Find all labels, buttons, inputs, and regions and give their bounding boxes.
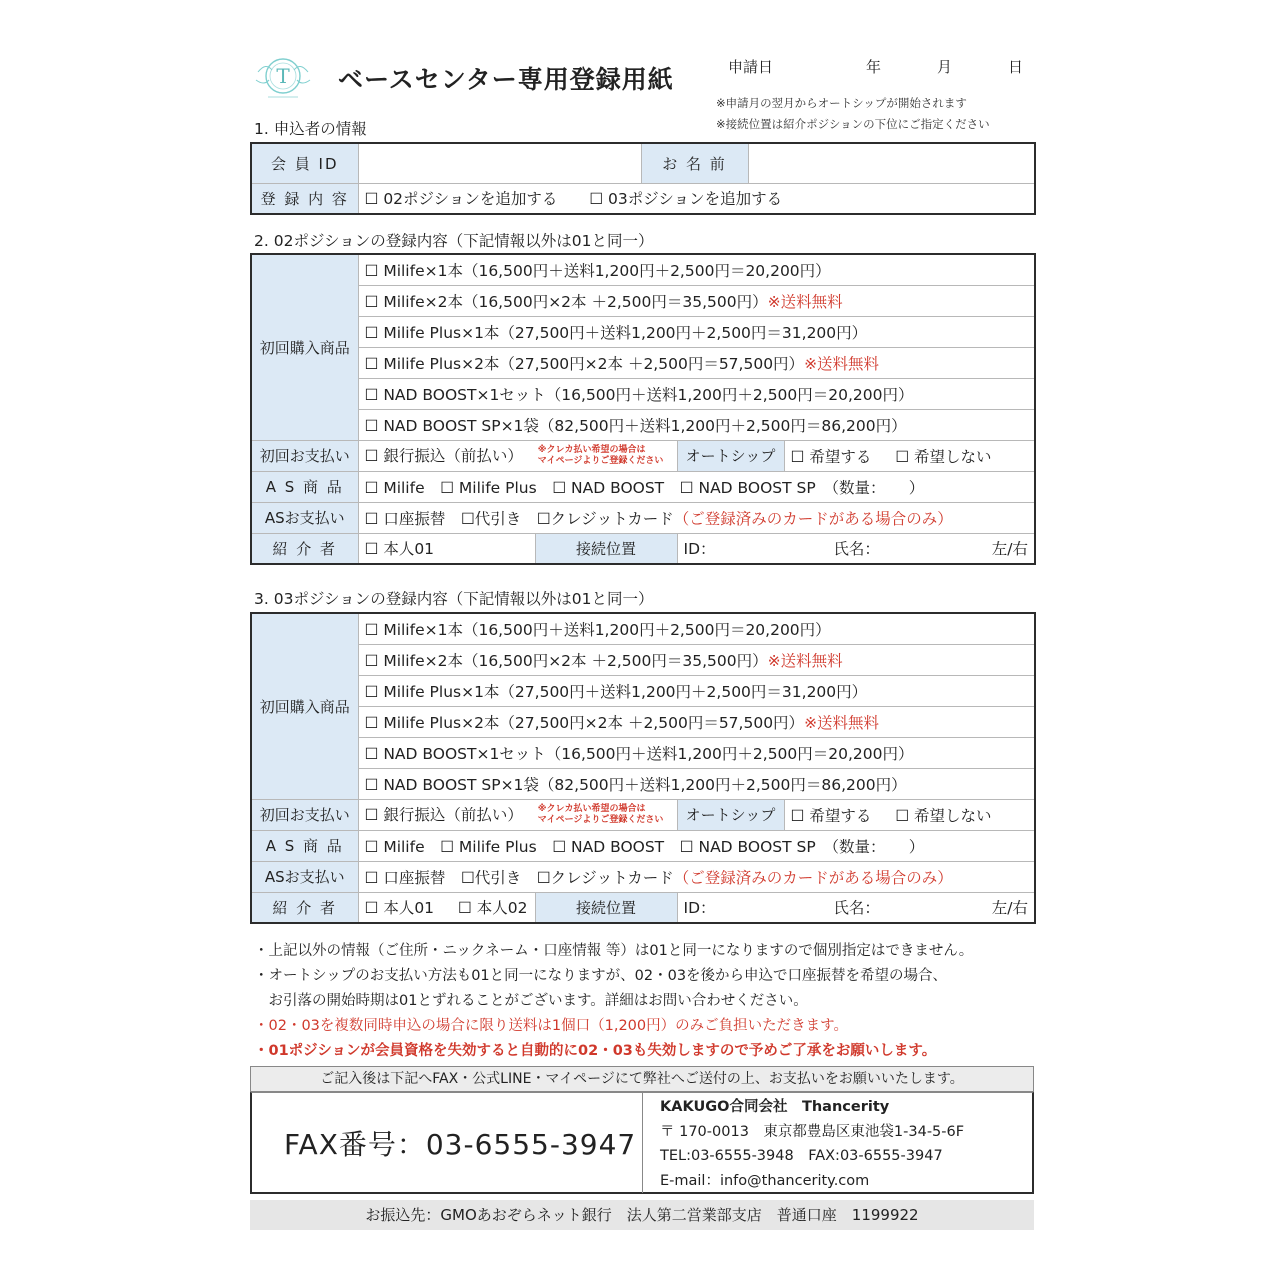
product-option[interactable]: ☐ Milife Plus×2本（27,500円×2本 ＋2,500円＝57,500円）※送料無料: [358, 706, 1035, 737]
product-option[interactable]: ☐ NAD BOOST SP×1袋（82,500円＋送料1,200円＋2,500円＝86,200円）: [358, 768, 1035, 799]
member-id-label: 会 員 ID: [251, 143, 358, 183]
company-logo: [252, 52, 314, 104]
card-registered-note: （ご登録済みのカードがある場合のみ）: [673, 509, 953, 528]
referrer-self01-checkbox[interactable]: ☐ 本人01: [364, 899, 435, 918]
date-day-label: 日: [1008, 58, 1024, 76]
first-payment-label: 初回お支払い: [251, 440, 358, 471]
note-line: お引落の開始時期は01とずれることがございます。詳細はお問い合わせください。: [254, 993, 808, 1009]
section2-heading: 2. 02ポジションの登録内容（下記情報以外は01と同一）: [254, 232, 654, 250]
initial-products-label: 初回購入商品: [251, 254, 358, 440]
applicant-info-table: [250, 142, 1036, 215]
connect-position-field[interactable]: [677, 533, 1035, 564]
product-option[interactable]: ☐ Milife Plus×2本（27,500円×2本 ＋2,500円＝57,500円）※送料無料: [358, 347, 1035, 378]
autoship-label: オートシップ: [677, 440, 784, 471]
section3-heading: 3. 03ポジションの登録内容（下記情報以外は01と同一）: [254, 590, 654, 608]
left-right-label: 左/右: [991, 899, 1028, 918]
as-products-options[interactable]: ☐ Milife ☐ Milife Plus ☐ NAD BOOST ☐ NAD BOOST SP （数量： ）: [358, 830, 1035, 861]
contact-box: [250, 1092, 1034, 1194]
as-products-label: A S 商 品: [251, 471, 358, 502]
id-label: ID：: [683, 899, 716, 918]
card-registered-note: （ご登録済みのカードがある場合のみ）: [673, 868, 953, 887]
referrer-self02-checkbox[interactable]: ☐ 本人02: [457, 899, 528, 918]
position02-table: [250, 253, 1036, 565]
as-payment-options[interactable]: ☐ 口座振替 ☐代引き ☐クレジットカード: [364, 509, 674, 528]
name-field[interactable]: [748, 143, 1035, 183]
company-name: KAKUGO合同会社 Thancerity: [660, 1099, 890, 1115]
product-option[interactable]: ☐ NAD BOOST×1セット（16,500円＋送料1,200円＋2,500円＝20,200円）: [358, 737, 1035, 768]
name-label: 氏名：: [833, 540, 880, 559]
free-shipping-note: ※送料無料: [767, 292, 843, 311]
autoship-start-note: ※申請月の翌月からオートシップが開始されます: [716, 96, 967, 110]
connect-position-field[interactable]: [677, 892, 1035, 923]
member-id-field[interactable]: [358, 143, 641, 183]
connect-position-label: 接続位置: [535, 533, 677, 564]
date-year-label: 年: [866, 58, 882, 76]
section1-heading: 1. 申込者の情報: [254, 120, 367, 138]
connection-position-note: ※接続位置は紹介ポジションの下位にご指定ください: [716, 117, 990, 131]
referrer-self01-checkbox[interactable]: ☐ 本人01: [358, 533, 535, 564]
as-payment-options[interactable]: ☐ 口座振替 ☐代引き ☐クレジットカード: [364, 868, 674, 887]
id-label: ID：: [683, 540, 716, 559]
product-option[interactable]: ☐ Milife×2本（16,500円×2本 ＋2,500円＝35,500円）※送料無料: [358, 644, 1035, 675]
fax-number: FAX番号：03-6555-3947: [284, 1128, 637, 1161]
note-line-shipping: ・02・03を複数同時申込の場合に限り送料は1個口（1,200円）のみご負担いただきます。: [254, 1018, 848, 1034]
as-payment-label: ASお支払い: [251, 861, 358, 892]
date-label: 申請日: [728, 58, 774, 76]
company-address: 〒 170-0013 東京都豊島区東池袋1-34-5-6F: [660, 1123, 965, 1140]
referrer-label: 紹 介 者: [251, 892, 358, 923]
autoship-yes-checkbox[interactable]: ☐ 希望する: [790, 447, 872, 466]
as-payment-label: ASお支払い: [251, 502, 358, 533]
name-label: 氏名：: [833, 899, 880, 918]
card-payment-note: ※クレカ払い希望の場合は マイページよりご登録ください: [537, 804, 664, 826]
referrer-label: 紹 介 者: [251, 533, 358, 564]
card-payment-note: ※クレカ払い希望の場合は マイページよりご登録ください: [537, 445, 664, 467]
as-products-options[interactable]: ☐ Milife ☐ Milife Plus ☐ NAD BOOST ☐ NAD BOOST SP （数量： ）: [358, 471, 1035, 502]
contact-divider: [642, 1093, 643, 1193]
connect-position-label: 接続位置: [535, 892, 677, 923]
add-03-checkbox[interactable]: ☐ 03ポジションを追加する: [589, 190, 783, 209]
name-label: お 名 前: [641, 143, 748, 183]
autoship-no-checkbox[interactable]: ☐ 希望しない: [895, 447, 992, 466]
product-option[interactable]: ☐ NAD BOOST×1セット（16,500円＋送料1,200円＋2,500円＝20,200円）: [358, 378, 1035, 409]
date-month-label: 月: [937, 58, 953, 76]
position03-table: [250, 612, 1036, 924]
bank-transfer-checkbox[interactable]: ☐ 銀行振込（前払い）: [364, 446, 523, 465]
add-02-checkbox[interactable]: ☐ 02ポジションを追加する: [364, 190, 558, 209]
autoship-label: オートシップ: [677, 799, 784, 830]
product-option[interactable]: ☐ Milife×2本（16,500円×2本 ＋2,500円＝35,500円）※送料無料: [358, 285, 1035, 316]
free-shipping-note: ※送料無料: [804, 713, 880, 732]
company-info: [660, 1095, 964, 1193]
company-tel-fax: TEL:03-6555-3948 FAX:03-6555-3947: [660, 1148, 943, 1164]
first-payment-label: 初回お支払い: [251, 799, 358, 830]
submission-instruction: ご記入後は下記へFAX・公式LINE・マイページにて弊社へご送付の上、お支払いをお願いいたします。: [250, 1066, 1034, 1092]
notes-block: [254, 939, 973, 1064]
bank-account-info: お振込先：GMOあおぞらネット銀行 法人第二営業部支店 普通口座 1199922: [250, 1200, 1034, 1230]
initial-products-label: 初回購入商品: [251, 613, 358, 799]
free-shipping-note: ※送料無料: [804, 354, 880, 373]
note-line-expiry: ・01ポジションが会員資格を失効すると自動的に02・03も失効しますので予めご了承をお願いします。: [254, 1043, 937, 1059]
product-option[interactable]: ☐ Milife×1本（16,500円＋送料1,200円＋2,500円＝20,200円）: [358, 254, 1035, 285]
product-option[interactable]: ☐ Milife×1本（16,500円＋送料1,200円＋2,500円＝20,200円）: [358, 613, 1035, 644]
note-line: ・オートシップのお支払い方法も01と同一になりますが、02・03を後から申込で口座振替を希望の場合、: [254, 968, 948, 984]
free-shipping-note: ※送料無料: [767, 651, 843, 670]
product-option[interactable]: ☐ Milife Plus×1本（27,500円＋送料1,200円＋2,500円＝31,200円）: [358, 675, 1035, 706]
bank-transfer-checkbox[interactable]: ☐ 銀行振込（前払い）: [364, 805, 523, 824]
page-title: ベースセンター専用登録用紙: [338, 65, 674, 94]
left-right-label: 左/右: [991, 540, 1028, 559]
product-option[interactable]: ☐ Milife Plus×1本（27,500円＋送料1,200円＋2,500円＝31,200円）: [358, 316, 1035, 347]
autoship-yes-checkbox[interactable]: ☐ 希望する: [790, 806, 872, 825]
note-line: ・上記以外の情報（ご住所・ニックネーム・口座情報 等）は01と同一になりますので個別指定はできません。: [254, 943, 974, 959]
svg-text:T: T: [276, 64, 290, 88]
as-products-label: A S 商 品: [251, 830, 358, 861]
product-option[interactable]: ☐ NAD BOOST SP×1袋（82,500円＋送料1,200円＋2,500円＝86,200円）: [358, 409, 1035, 440]
company-email[interactable]: E-mail：info@thancerity.com: [660, 1172, 870, 1189]
registration-label: 登 録 内 容: [251, 183, 358, 214]
autoship-no-checkbox[interactable]: ☐ 希望しない: [895, 806, 992, 825]
